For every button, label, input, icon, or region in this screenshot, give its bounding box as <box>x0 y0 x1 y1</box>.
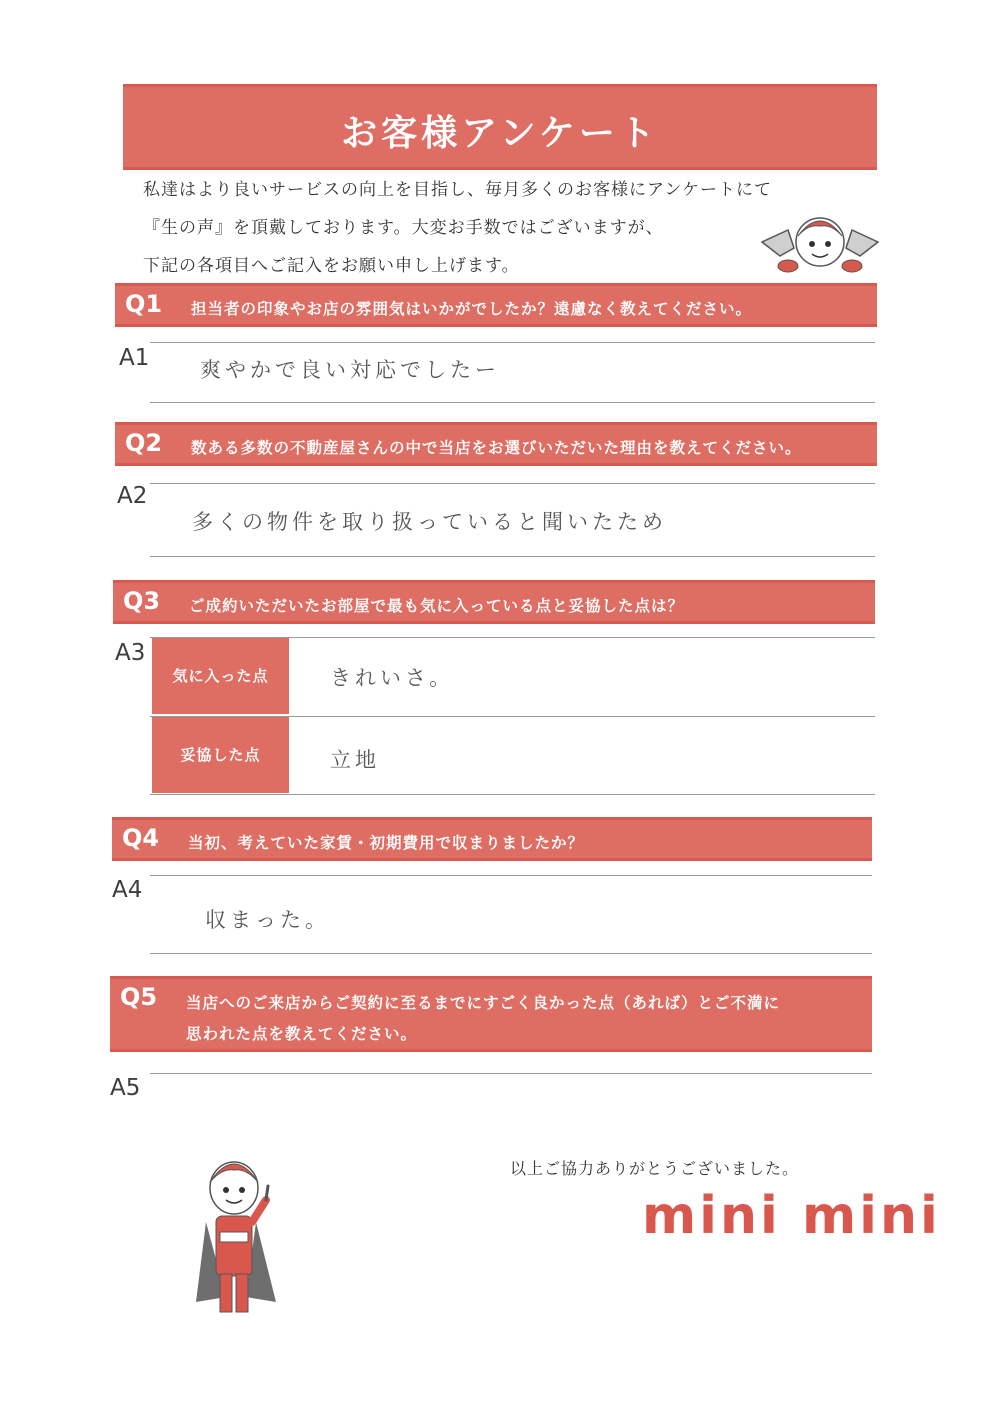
answer-3-label: A3 <box>115 640 146 666</box>
answer-3-rule-bottom <box>150 794 875 795</box>
question-1-number: Q1 <box>125 290 163 318</box>
question-1-text: 担当者の印象やお店の雰囲気はいかがでしたか？遠慮なく教えてください。 <box>191 300 753 318</box>
answer-5-rule-top <box>150 1073 872 1074</box>
question-5-text-line-2: 思われた点を教えてください。 <box>186 1025 418 1043</box>
question-5-number: Q5 <box>120 983 158 1011</box>
answer-2-label: A2 <box>117 483 148 509</box>
question-4-number: Q4 <box>122 824 160 852</box>
question-3-number: Q3 <box>123 587 161 615</box>
question-2-text: 数ある多数の不動産屋さんの中で当店をお選びいただいた理由を教えてください。 <box>191 439 802 457</box>
intro-line-2: 『生の声』を頂戴しております。大変お手数ではございますが、 <box>143 218 664 238</box>
question-2-number: Q2 <box>125 429 163 457</box>
answer-4-text: 収まった。 <box>205 908 330 932</box>
question-5-text-line-1: 当店へのご来店からご契約に至るまでにすごく良かった点（あれば）とご不満に <box>186 994 781 1012</box>
question-3-text: ご成約いただいたお部屋で最も気に入っている点と妥協した点は？ <box>189 597 685 615</box>
answer-2-rule-top <box>150 483 875 484</box>
answer-2-rule-bottom <box>150 556 875 557</box>
question-1-bar <box>115 283 877 327</box>
answer-1-text: 爽やかで良い対応でしたー <box>200 358 500 382</box>
brand-logo: mini mini <box>642 1186 941 1246</box>
page-title: お客様アンケート <box>341 113 659 154</box>
question-4-bar <box>112 817 872 861</box>
compromise-point-value: 立地 <box>330 748 380 772</box>
answer-1-rule-top <box>150 342 875 343</box>
mascot-peek-icon <box>760 212 880 274</box>
thanks-text: 以上ご協力ありがとうございました。 <box>510 1159 800 1178</box>
answer-1-label: A1 <box>119 345 150 371</box>
intro-line-3: 下記の各項目へご記入をお願い申し上げます。 <box>143 256 520 276</box>
intro-line-1: 私達はより良いサービスの向上を目指し、毎月多くのお客様にアンケートにて <box>143 180 772 200</box>
liked-point-value: きれいさ。 <box>330 666 455 690</box>
compromise-point-label: 妥協した点 <box>152 717 289 793</box>
answer-4-rule-top <box>150 875 872 876</box>
answer-5-label: A5 <box>110 1075 141 1101</box>
answer-2-text: 多くの物件を取り扱っていると聞いたため <box>192 510 667 534</box>
answer-4-rule-bottom <box>150 953 872 954</box>
answer-1-rule-bottom <box>150 402 875 403</box>
question-5-bar <box>110 976 872 1052</box>
liked-point-label: 気に入った点 <box>152 638 289 714</box>
question-3-bar <box>113 580 875 624</box>
answer-4-label: A4 <box>112 877 143 903</box>
question-4-text: 当初、考えていた家賃・初期費用で収まりましたか？ <box>188 834 585 852</box>
mascot-standing-icon <box>186 1152 286 1322</box>
question-2-bar <box>115 422 877 466</box>
title-banner <box>123 84 877 170</box>
